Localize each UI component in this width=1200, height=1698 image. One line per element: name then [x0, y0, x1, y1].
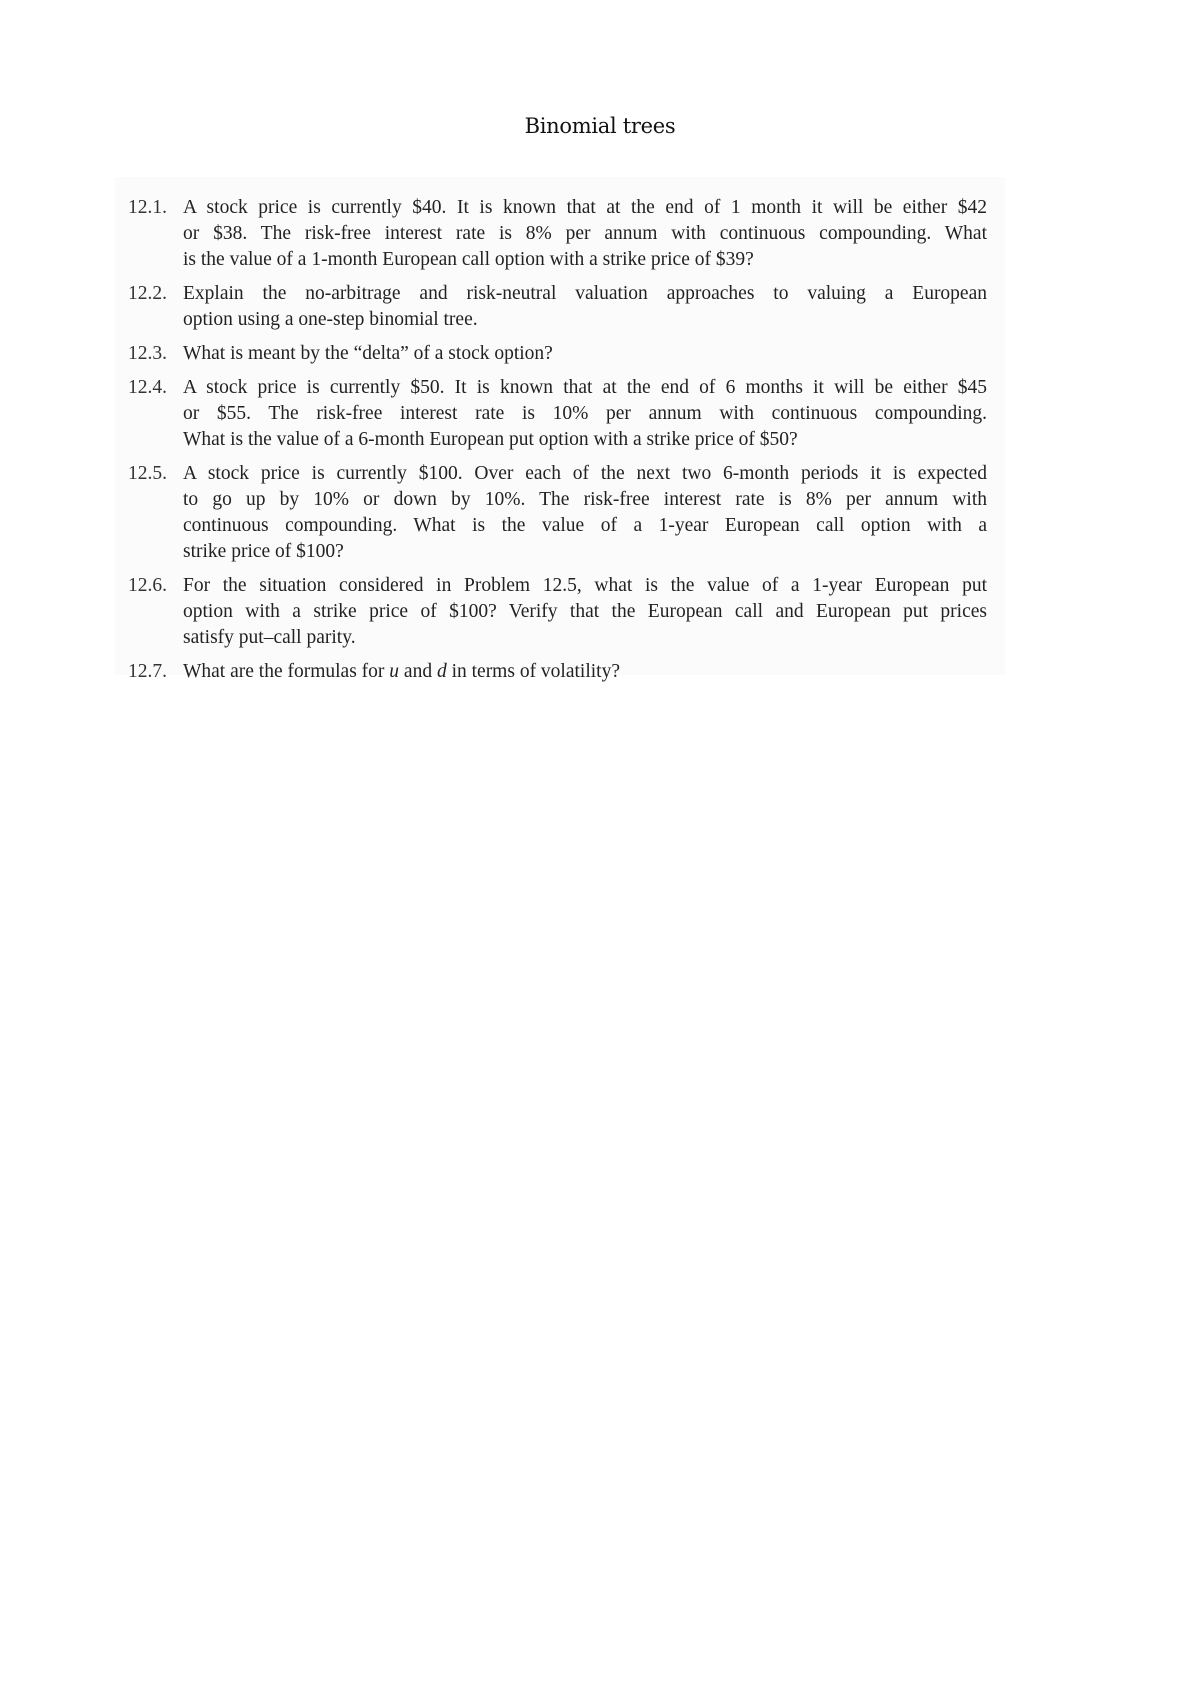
problem-line: What is meant by the “delta” of a stock option?: [183, 343, 553, 364]
variable-u: u: [389, 661, 400, 682]
problem-text: [183, 375, 987, 453]
problem-text: [183, 573, 987, 651]
problem-text: [183, 341, 987, 367]
problem-list: [115, 177, 1005, 682]
problem-line: strike price of $100?: [183, 541, 344, 562]
problem-12-4: [128, 375, 987, 453]
problem-line: continuous compounding. What is the value of a 1-year European call option with a: [183, 515, 987, 536]
problem-line: or $55. The risk-free interest rate is 10% per annum with continuous compounding.: [183, 403, 987, 424]
problem-12-3: [128, 341, 987, 367]
problem-12-1: [128, 195, 987, 273]
problem-text-segment: What are the formulas for: [183, 661, 390, 682]
problem-text-segment: in terms of volatility?: [446, 661, 621, 682]
problem-text: [183, 281, 987, 333]
problem-text: [183, 195, 987, 273]
problem-number: 12.3.: [128, 343, 167, 364]
problem-12-7: [128, 659, 987, 685]
problem-number: 12.6.: [128, 575, 167, 596]
problem-line: A stock price is currently $50. It is known that at the end of 6 months it will be either $45: [183, 377, 987, 398]
problem-12-2: [128, 281, 987, 333]
problem-line: to go up by 10% or down by 10%. The risk-free interest rate is 8% per annum with: [183, 489, 987, 510]
problem-line: A stock price is currently $100. Over each of the next two 6-month periods it is expected: [183, 463, 987, 484]
problem-line: is the value of a 1-month European call option with a strike price of $39?: [183, 249, 754, 270]
problem-line: For the situation considered in Problem 12.5, what is the value of a 1-year European put: [183, 575, 987, 596]
problem-line: What is the value of a 6-month European put option with a strike price of $50?: [183, 429, 798, 450]
problem-text: [183, 461, 987, 565]
problem-number: 12.4.: [128, 377, 167, 398]
problem-number: 12.1.: [128, 197, 167, 218]
problem-number: 12.5.: [128, 463, 167, 484]
problem-12-6: [128, 573, 987, 651]
problem-line: or $38. The risk-free interest rate is 8% per annum with continuous compounding. What: [183, 223, 987, 244]
problem-12-5: [128, 461, 987, 565]
problem-text: [183, 659, 987, 685]
problem-line: option using a one-step binomial tree.: [183, 309, 478, 330]
problem-number: 12.7.: [128, 661, 167, 682]
problem-line: Explain the no-arbitrage and risk-neutral valuation approaches to valuing a European: [183, 283, 987, 304]
page-title: Binomial trees: [524, 114, 676, 138]
problem-number: 12.2.: [128, 283, 167, 304]
problem-line: [183, 659, 987, 685]
problem-line: A stock price is currently $40. It is known that at the end of 1 month it will be either $42: [183, 197, 987, 218]
problem-text-segment: and: [399, 661, 437, 682]
problem-line: satisfy put–call parity.: [183, 627, 356, 648]
problem-line: option with a strike price of $100? Verify that the European call and European put prices: [183, 601, 987, 622]
variable-d: d: [436, 661, 447, 682]
